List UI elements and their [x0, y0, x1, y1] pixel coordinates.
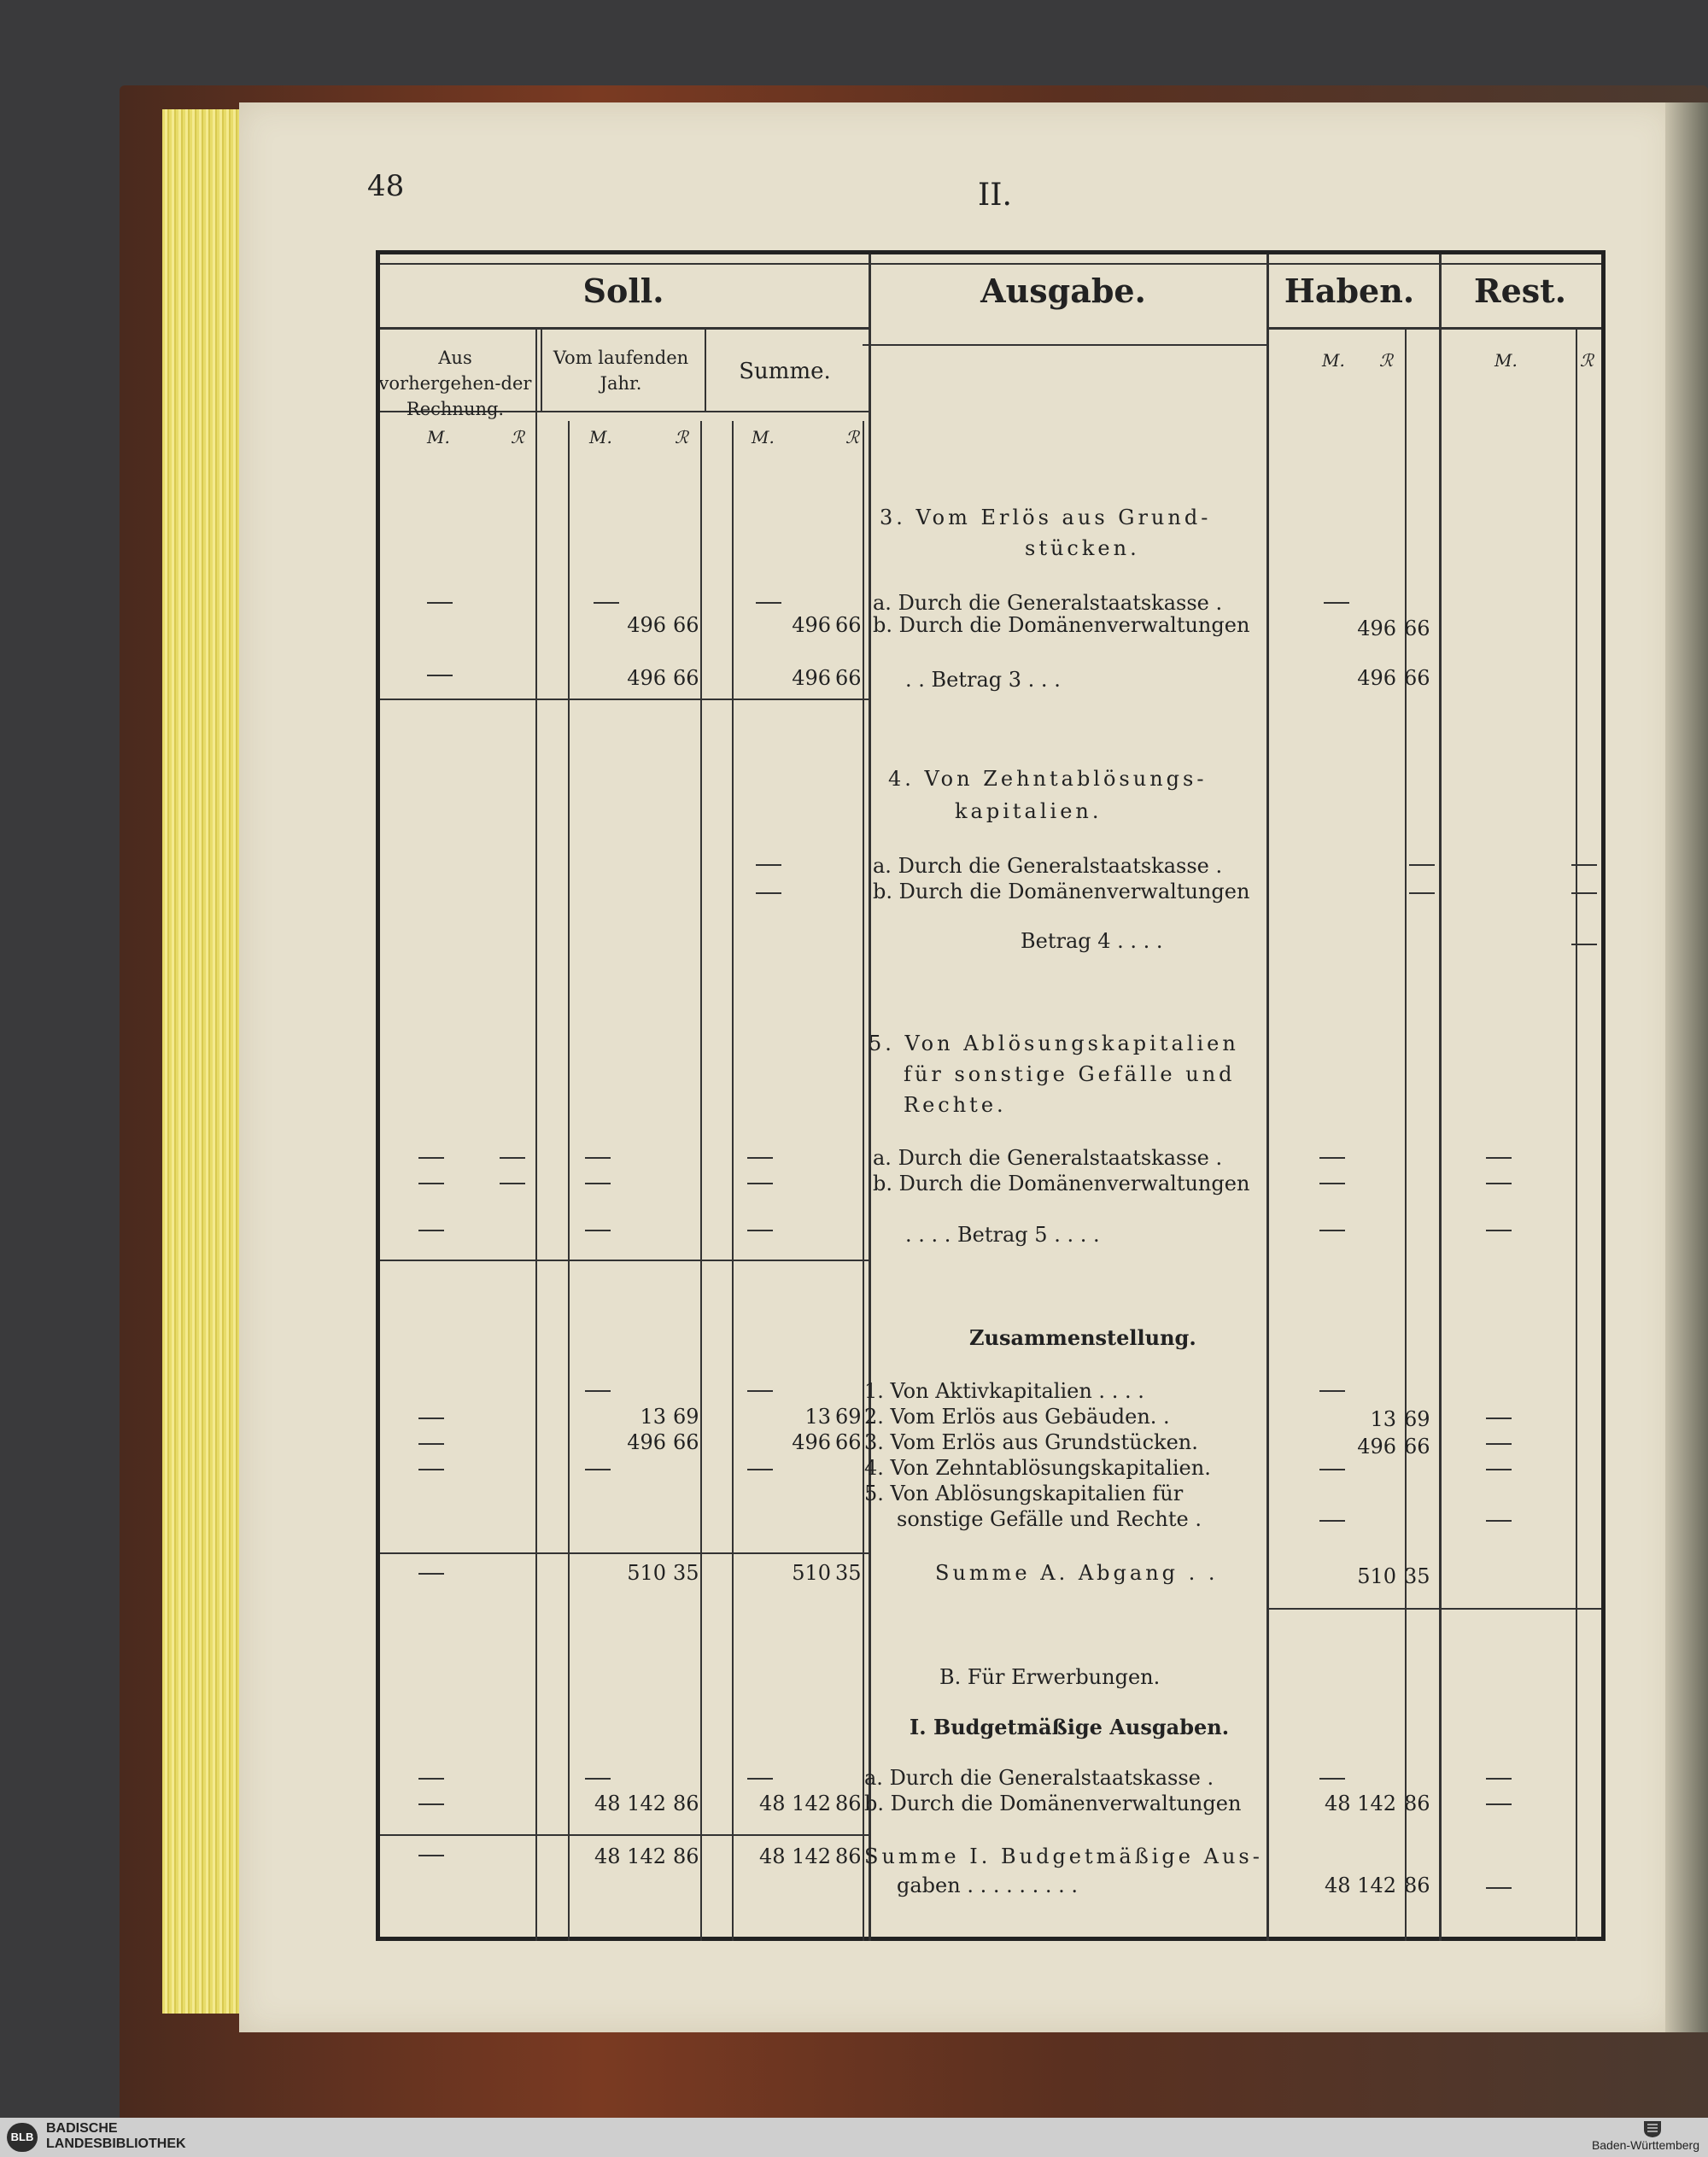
value-mark: 48 142 — [759, 1792, 831, 1815]
empty-mark — [1319, 1157, 1345, 1159]
empty-mark — [1571, 944, 1597, 945]
row-rule — [380, 699, 869, 700]
empty-mark — [418, 1418, 444, 1419]
empty-mark — [500, 1183, 525, 1184]
value-mark: 510 — [1357, 1564, 1396, 1588]
entry-title: Rechte. — [904, 1093, 1007, 1117]
col-divider — [732, 421, 734, 1941]
header-current-year: Vom laufenden Jahr. — [553, 348, 689, 394]
header-sum: Summe. — [739, 359, 831, 384]
value-mark: 48 142 — [1325, 1873, 1396, 1897]
empty-mark — [418, 1469, 444, 1470]
empty-mark — [756, 602, 781, 604]
unit-pfennig: ℛ — [845, 427, 859, 447]
summary-line: 1. Von Aktivkapitalien . . . . — [864, 1379, 1144, 1403]
value-pf: 35 — [1404, 1564, 1430, 1588]
sum-i-label: Summe I. Budgetmäßige Aus- — [864, 1844, 1263, 1868]
col-divider — [700, 421, 702, 1941]
entry-total: . . Betrag 3 . . . — [905, 668, 1061, 692]
value-pf: 66 — [673, 666, 699, 690]
empty-mark — [747, 1183, 773, 1184]
col-divider — [863, 421, 864, 1941]
library-name[interactable] — [46, 2121, 186, 2152]
value-pf: 86 — [1404, 1792, 1430, 1815]
row-rule — [380, 1552, 869, 1554]
empty-mark — [418, 1443, 444, 1445]
value-mark: 510 — [792, 1561, 831, 1585]
row-rule — [1266, 1608, 1601, 1610]
value-mark: 496 — [627, 666, 666, 690]
empty-mark — [594, 602, 619, 604]
value-pf: 66 — [673, 1430, 699, 1454]
unit-mark: M. — [752, 427, 775, 447]
unit-pfennig: ℛ — [1580, 350, 1594, 371]
empty-mark — [1319, 1390, 1345, 1392]
sum-a-label: Summe A. Abgang . . — [935, 1561, 1219, 1585]
col-divider — [535, 327, 537, 1941]
section-heading: II. — [978, 178, 1012, 213]
value-mark: 496 — [627, 1430, 666, 1454]
empty-mark — [1319, 1778, 1345, 1780]
empty-mark — [1486, 1778, 1512, 1780]
entry-line: a. Durch die Generalstaatskasse . — [864, 1766, 1214, 1790]
empty-mark — [418, 1157, 444, 1159]
blb-logo-icon[interactable]: BLB — [7, 2123, 38, 2152]
empty-mark — [585, 1157, 611, 1159]
value-pf: 86 — [1404, 1873, 1430, 1897]
empty-mark — [1571, 892, 1597, 894]
unit-mark: M. — [1494, 350, 1518, 371]
facing-page-edge — [1665, 102, 1708, 2032]
value-mark: 48 142 — [759, 1844, 831, 1868]
subsection-heading: I. Budgetmäßige Ausgaben. — [910, 1715, 1230, 1739]
crest-icon — [1641, 2119, 1664, 2138]
empty-mark — [1486, 1803, 1512, 1805]
value-pf: 66 — [1404, 617, 1430, 640]
value-mark: 13 — [804, 1405, 831, 1429]
value-mark: 496 — [1357, 1435, 1396, 1458]
entry-line: b. Durch die Domänenverwaltungen — [873, 613, 1250, 637]
entry-title: 3. Vom Erlös aus Grund- — [880, 506, 1212, 529]
empty-mark — [1486, 1887, 1512, 1889]
empty-mark — [418, 1778, 444, 1780]
library-name-line1: BADISCHE — [46, 2121, 118, 2136]
summary-line: 3. Vom Erlös aus Grundstücken. — [864, 1430, 1198, 1454]
sum-i-label-cont: gaben . . . . . . . . . — [897, 1873, 1079, 1897]
summary-line: 2. Vom Erlös aus Gebäuden. . — [864, 1405, 1170, 1429]
entry-line: b. Durch die Domänenverwaltungen — [873, 1172, 1250, 1195]
value-mark: 496 — [1357, 666, 1396, 690]
unit-pfennig: ℛ — [675, 427, 688, 447]
entry-title: 5. Von Ablösungskapitalien — [869, 1032, 1239, 1055]
empty-mark — [1319, 1469, 1345, 1470]
empty-mark — [1409, 892, 1435, 894]
value-mark: 496 — [1357, 617, 1396, 640]
value-pf: 69 — [673, 1405, 699, 1429]
header-prev-year: Aus vorhergehen-der Rechnung. — [378, 348, 532, 419]
entry-line: a. Durch die Generalstaatskasse . — [873, 854, 1223, 878]
empty-mark — [1486, 1418, 1512, 1419]
entry-title: stücken. — [1025, 536, 1140, 560]
value-pf: 66 — [835, 613, 862, 637]
empty-mark — [1486, 1469, 1512, 1470]
empty-mark — [1409, 864, 1435, 866]
entry-total: Betrag 4 . . . . — [1021, 929, 1163, 953]
entry-line: b. Durch die Domänenverwaltungen — [864, 1792, 1242, 1815]
empty-mark — [585, 1390, 611, 1392]
col-divider — [1405, 327, 1407, 1941]
col-divider — [1439, 254, 1442, 1941]
header-rest: Rest. — [1474, 272, 1566, 310]
empty-mark — [585, 1469, 611, 1470]
empty-mark — [418, 1573, 444, 1575]
unit-mark: M. — [589, 427, 612, 447]
library-name-line2: LANDESBIBLIOTHEK — [46, 2137, 186, 2151]
header-rule — [863, 344, 1266, 346]
row-rule — [380, 1260, 869, 1261]
empty-mark — [500, 1157, 525, 1159]
summary-line: 5. Von Ablösungskapitalien für — [864, 1482, 1184, 1505]
empty-mark — [1324, 602, 1349, 604]
entry-title: 4. Von Zehntablösungs- — [888, 767, 1208, 791]
value-pf: 86 — [673, 1844, 699, 1868]
col-divider — [1266, 254, 1269, 1941]
empty-mark — [427, 602, 453, 604]
empty-mark — [747, 1230, 773, 1231]
page-number: 48 — [367, 169, 405, 203]
value-mark: 510 — [627, 1561, 666, 1585]
empty-mark — [585, 1230, 611, 1231]
empty-mark — [1486, 1443, 1512, 1445]
value-pf: 86 — [673, 1792, 699, 1815]
empty-mark — [747, 1390, 773, 1392]
entry-total: . . . . Betrag 5 . . . . — [905, 1223, 1100, 1247]
empty-mark — [1486, 1230, 1512, 1231]
empty-mark — [1319, 1520, 1345, 1522]
header-rule — [380, 263, 1601, 265]
entry-line: b. Durch die Domänenverwaltungen — [873, 880, 1250, 903]
entry-title: für sonstige Gefälle und — [904, 1062, 1236, 1086]
col-divider — [869, 254, 871, 1941]
value-mark: 496 — [792, 1430, 831, 1454]
value-mark: 496 — [792, 613, 831, 637]
row-rule — [380, 1834, 869, 1836]
value-mark: 48 142 — [594, 1792, 666, 1815]
empty-mark — [756, 892, 781, 894]
summary-line: 4. Von Zehntablösungskapitalien. — [864, 1456, 1211, 1480]
value-pf: 69 — [1404, 1407, 1430, 1431]
empty-mark — [1486, 1157, 1512, 1159]
empty-mark — [418, 1230, 444, 1231]
section-b-heading: B. Für Erwerbungen. — [939, 1665, 1161, 1689]
empty-mark — [747, 1778, 773, 1780]
col-divider — [1576, 327, 1577, 1941]
value-pf: 66 — [673, 613, 699, 637]
empty-mark — [1486, 1183, 1512, 1184]
summary-heading: Zusammenstellung. — [969, 1325, 1196, 1350]
value-pf: 86 — [835, 1792, 862, 1815]
value-pf: 66 — [835, 1430, 862, 1454]
empty-mark — [747, 1157, 773, 1159]
empty-mark — [1319, 1230, 1345, 1231]
header-soll: Soll. — [582, 272, 664, 310]
entry-line: a. Durch die Generalstaatskasse . — [873, 591, 1223, 615]
value-mark: 496 — [627, 613, 666, 637]
page-edges — [162, 109, 248, 2014]
header-rule — [380, 327, 869, 330]
unit-mark: M. — [427, 427, 450, 447]
header-ausgabe: Ausgabe. — [980, 272, 1146, 310]
entry-line: a. Durch die Generalstaatskasse . — [873, 1146, 1223, 1170]
value-pf: 66 — [835, 666, 862, 690]
entry-title: kapitalien. — [955, 799, 1103, 823]
value-pf: 69 — [835, 1405, 862, 1429]
header-haben: Haben. — [1284, 272, 1415, 310]
value-pf: 66 — [1404, 666, 1430, 690]
value-mark: 48 142 — [594, 1844, 666, 1868]
empty-mark — [418, 1183, 444, 1184]
empty-mark — [1571, 864, 1597, 866]
unit-pfennig: ℛ — [511, 427, 524, 447]
empty-mark — [427, 675, 453, 676]
state-label: Baden-Württemberg — [1591, 2138, 1699, 2152]
value-mark: 48 142 — [1325, 1792, 1396, 1815]
value-pf: 35 — [835, 1561, 862, 1585]
header-rule — [1266, 327, 1601, 330]
empty-mark — [1319, 1183, 1345, 1184]
value-mark: 13 — [640, 1405, 666, 1429]
empty-mark — [1486, 1520, 1512, 1522]
value-mark: 13 — [1370, 1407, 1396, 1431]
value-pf: 66 — [1404, 1435, 1430, 1458]
empty-mark — [756, 864, 781, 866]
footer-bar — [0, 2118, 1708, 2157]
col-divider — [568, 421, 570, 1941]
empty-mark — [585, 1183, 611, 1184]
summary-line: sonstige Gefälle und Rechte . — [897, 1507, 1202, 1531]
value-pf: 86 — [835, 1844, 862, 1868]
value-mark: 496 — [792, 666, 831, 690]
value-pf: 35 — [673, 1561, 699, 1585]
unit-mark: M. — [1322, 350, 1345, 371]
empty-mark — [418, 1803, 444, 1805]
unit-pfennig: ℛ — [1379, 350, 1393, 371]
empty-mark — [418, 1855, 444, 1856]
empty-mark — [747, 1469, 773, 1470]
empty-mark — [585, 1778, 611, 1780]
